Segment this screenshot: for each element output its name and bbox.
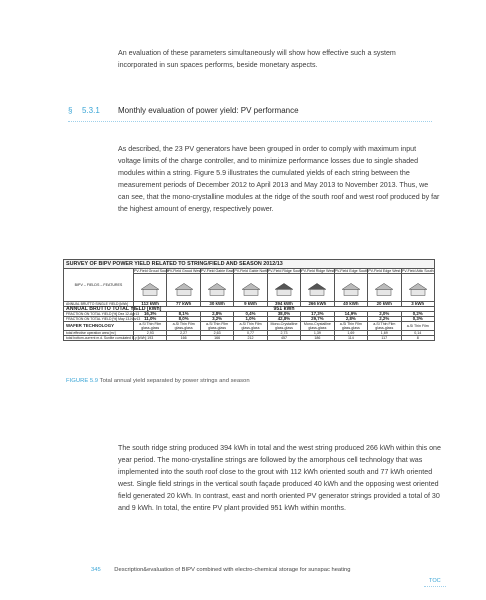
fraction-1-value: 2,0% <box>368 312 401 317</box>
building-icon <box>408 282 428 296</box>
area-label: total effective operation area [m²] <box>64 331 134 336</box>
specific-yield-value: 8 <box>401 336 435 341</box>
annual-total-label: ANNUAL BRUTTO TOTAL YIELD [kWh] <box>64 307 134 312</box>
field-image-cell <box>134 274 167 302</box>
feature-header: BIPV – FIELDS – FEATURES <box>64 269 134 302</box>
field-image-cell <box>200 274 233 302</box>
building-icon <box>274 282 294 296</box>
wafer-value: Mono-Crystalline glass-glass <box>267 322 300 331</box>
toc-link[interactable]: TOC <box>429 578 441 584</box>
wafer-value: a-Si Thin Film glass-glass <box>167 322 200 331</box>
annual-single-value: 112 kWh <box>134 302 167 307</box>
field-image-cell <box>234 274 267 302</box>
building-icon <box>241 282 261 296</box>
fraction-1-value: 16,3% <box>134 312 167 317</box>
fraction-1-value: 0,2% <box>401 312 435 317</box>
intro-paragraph: An evaluation of these parameters simultaneously will show how effective such a system incorporated in sun spaces performs, beside monetary aspects. <box>118 49 396 69</box>
fraction-2-label: FRACTION ON TOTAL YIELD [%] May 13-Nov13 <box>64 317 134 322</box>
specific-yield-value: 457 <box>267 336 300 341</box>
building-icon <box>174 282 194 296</box>
body-paragraph-2: The south ridge string produced 394 kWh in total and the west string produced 266 kWh within this one year period. The mono-crystalline strings are followed by the amorphous cell technology that was implemented into the south roof close to the grout with 112 kWh oriented south and 77 kWh oriented west. Single field strings in the vertical south façade produced 40 kWh and the opposing west oriented field generated 20 kWh. In contrast, east and north oriented PV generator strings provided a total of 30 and 9 kWh. In total, the entire PV plant provided 951 kWh within months. <box>118 444 441 512</box>
fraction-2-value: 8,0% <box>167 317 200 322</box>
annual-single-value: 30 kWh <box>200 302 233 307</box>
fraction-2-value: 1,0% <box>234 317 267 322</box>
field-header: PV-Field Edge South <box>334 269 368 273</box>
field-header: PV-Field Gable North <box>234 269 269 273</box>
fraction-1-value: 38,0% <box>267 312 300 317</box>
area-value: 0,14 <box>401 331 435 336</box>
fraction-1-label: FRACTION ON TOTAL YIELD [%] Dez 12-Apr13 <box>64 312 134 317</box>
area-value: 0,77 <box>234 331 267 336</box>
yield-survey-table <box>63 259 435 341</box>
fraction-1-value: 14,9% <box>334 312 367 317</box>
specific-yield-value: 193 <box>134 336 167 341</box>
field-image-cell <box>267 274 300 302</box>
area-value: 1,69 <box>368 331 401 336</box>
fraction-2-value: 0,3% <box>401 317 435 322</box>
section-symbol: § <box>68 106 73 115</box>
field-image-cell <box>167 274 200 302</box>
field-header: PV-Field Groud West <box>167 269 202 273</box>
fraction-2-value: 3,2% <box>200 317 233 322</box>
wafer-value: a-Si Thin Film glass-glass <box>200 322 233 331</box>
fraction-1-value: 17,3% <box>301 312 334 317</box>
area-value: 2,63 <box>200 331 233 336</box>
field-image-cell <box>368 274 401 302</box>
page-footer <box>91 567 350 573</box>
wafer-label: WAFER TECHNOLOGY <box>64 322 134 331</box>
table-title-row <box>64 260 435 269</box>
annual-single-value: 77 kWh <box>167 302 200 307</box>
fraction-1-value: 8,1% <box>167 312 200 317</box>
wafer-value: a-Si Thin Film glass-glass <box>134 322 167 331</box>
field-header: PV-Field Ridge West <box>301 269 335 273</box>
annual-single-value: 3 kWh <box>401 302 435 307</box>
fraction-1-value: 2,8% <box>200 312 233 317</box>
building-icon <box>374 282 394 296</box>
area-value: 2,27 <box>167 331 200 336</box>
wafer-value: a-Si Thin Film <box>401 322 435 331</box>
area-value: 2,73 <box>267 331 300 336</box>
field-image-cell <box>301 274 334 302</box>
fraction-2-value: 2,8% <box>334 317 367 322</box>
wafer-value: a-Si Thin Film glass-glass <box>368 322 401 331</box>
annual-single-value: 20 kWh <box>368 302 401 307</box>
table-title: SURVEY OF BIPV POWER YIELD RELATED TO STRING/FIELD AND SEASON 2012/13 <box>64 260 435 269</box>
field-image-cell <box>401 274 435 302</box>
figure-caption <box>66 378 250 384</box>
section-number: 5.3.1 <box>82 106 100 115</box>
fraction-2-value: 11,0% <box>134 317 167 322</box>
wafer-value: a-Si Thin Film glass-glass <box>234 322 267 331</box>
body-paragraph-1: As described, the 23 PV generators have been grouped in order to comply with maximum input voltage limits of the charge controller, and to minimize performance losses due to single shaded modules within a string. Figure 5.9 illustrates the cumulated yields of each string between the measurement periods of December 2012 to April 2013 and May 2013 to November 2013. Thus, we can see, that the mono-crystalline modules at the ridge of the south roof and west roof produced by far the highest amount of energy, respectively power. <box>118 145 440 213</box>
specific-yield-value: 166 <box>200 336 233 341</box>
specific-yield-value: 117 <box>368 336 401 341</box>
fraction-2-value: 29,7% <box>301 317 334 322</box>
field-header: PV-Field Groud South <box>134 269 169 273</box>
specific-yield-label: total bottom-current m.d. Sunlite cumulated B.y [kWh] <box>64 336 134 341</box>
field-image-cell <box>334 274 367 302</box>
wafer-value: Mono-Crystalline glass-glass <box>301 322 334 331</box>
specific-yield-row <box>64 336 435 341</box>
wafer-value: a-Si Thin Film glass-glass <box>334 322 367 331</box>
area-value: 1,69 <box>334 331 367 336</box>
annual-total-value: 951 kWh <box>134 307 435 312</box>
annual-single-value: 266 kWh <box>301 302 334 307</box>
area-value: 1,39 <box>301 331 334 336</box>
toc-divider <box>424 586 446 587</box>
wafer-row <box>64 322 435 331</box>
building-icon <box>307 282 327 296</box>
specific-yield-value: 186 <box>301 336 334 341</box>
field-header: PV-Field Gable East <box>200 269 234 273</box>
field-header: PV-Field Attic South <box>401 269 434 273</box>
annual-single-value: 9 kWh <box>234 302 267 307</box>
fraction-row-2 <box>64 317 435 322</box>
field-header: PV-Field Ridge South <box>267 269 303 273</box>
annual-single-value: 40 kWh <box>334 302 367 307</box>
fraction-2-value: 2,2% <box>368 317 401 322</box>
section-title: Monthly evaluation of power yield: PV performance <box>118 106 299 115</box>
annual-single-label: ANNUAL BRUTTO SINGLE YIELD [kWh] <box>64 302 134 307</box>
building-icon <box>207 282 227 296</box>
annual-single-value: 394 kWh <box>267 302 300 307</box>
specific-yield-value: 166 <box>167 336 200 341</box>
specific-yield-value: 114 <box>334 336 367 341</box>
fraction-2-value: 42,8% <box>267 317 300 322</box>
footer-title: Description&evaluation of BIPV combined with electro-chemical storage for sunspac heating <box>114 567 351 573</box>
page-number: 345 <box>91 567 101 573</box>
building-icon <box>140 282 160 296</box>
field-header: PV-Field Edge West <box>368 269 401 273</box>
specific-yield-value: 212 <box>234 336 267 341</box>
figure-caption-text: Total annual yield separated by power strings and season <box>99 378 250 384</box>
area-value: 2,93 <box>134 331 167 336</box>
fraction-1-value: 0,4% <box>234 312 267 317</box>
building-icon <box>341 282 361 296</box>
section-divider <box>68 121 432 122</box>
figure-label: FIGURE 5.9 <box>66 378 99 384</box>
